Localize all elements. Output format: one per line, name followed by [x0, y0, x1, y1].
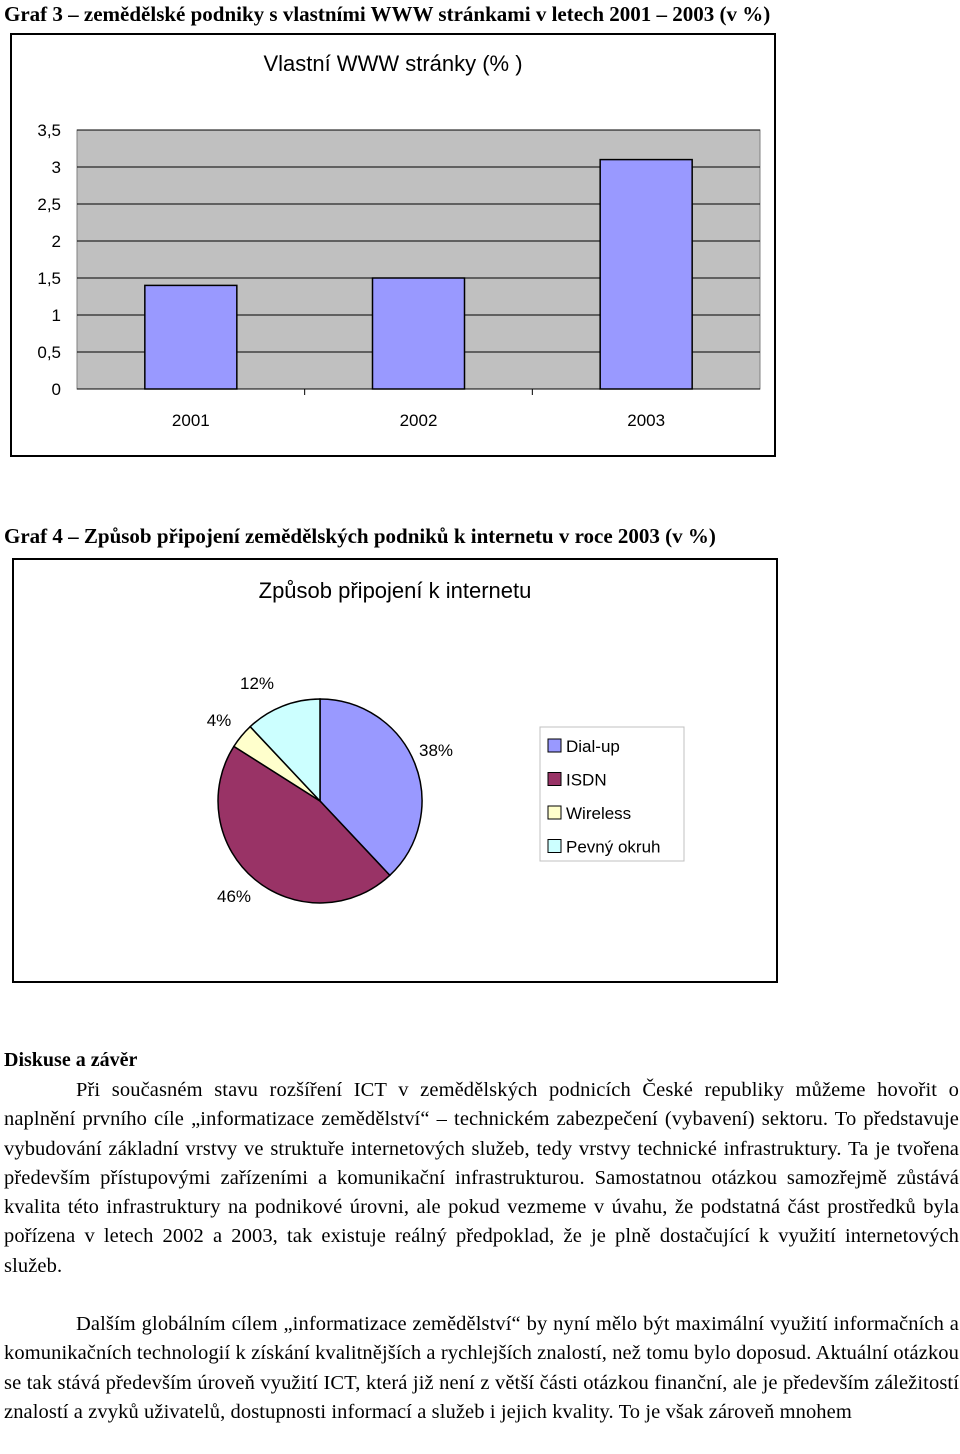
bar-chart-frame: [10, 33, 776, 457]
figure3-caption: Graf 3 – zemědělské podniky s vlastními WWW stránkami v letech 2001 – 2003 (v %): [4, 2, 771, 26]
y-tick-label: 2,5: [37, 195, 61, 214]
x-tick-label: 2002: [399, 411, 438, 430]
legend-label: Pevný okruh: [566, 837, 661, 857]
pie-data-label: 46%: [216, 887, 252, 906]
y-tick-label: 0,5: [37, 343, 61, 362]
legend-label: ISDN: [566, 770, 607, 790]
legend-label: Dial-up: [566, 737, 620, 756]
paragraph-1: Při současném stavu rozšíření ICT v zemědělských podnicích České republiky můžeme hovořit o naplnění prvního cíle „informatizace zemědělství“ – technickém zabezpečení (vybavení) sektoru. To představuje vybudování základní vrstvy ve struktuře internetových služeb, tedy vrstvy technické infrastruktury. Ta je tvořena především přístupovými zařízeními a komunikační infrastrukturou. Samostatnou otázkou samozřejmě zůstává kvalita této infrastruktury na podnikové úrovni, ale pokud vezmeme v úvahu, že podstatná část prostředků byla pořízena v letech 2002 a 2003, tak existuje reálný předpoklad, že je plně dostačující k využití internetových služeb.: [4, 1079, 959, 1277]
paragraph-2: Dalším globálním cílem „informatizace zemědělství“ by nyní mělo být maximální využití informačních a komunikačních technologií k získání kvalitnějších a rychlejších znalostí, než tomu bylo doposud. Aktuální otázkou se tak stává především úroveň využití ICT, která již není z větší části otázkou finanční, ale je především záležitostí znalostí a zvyků uživatelů, dostupnosti informací a služeb i jejich kvality. To je však zároveň mnohem: [4, 1313, 959, 1423]
bar-chart-title: Vlastní WWW stránky (% ): [263, 51, 523, 76]
bar: [373, 278, 465, 389]
legend-label: Wireless: [566, 804, 632, 823]
bar: [600, 160, 692, 389]
bar: [145, 285, 237, 389]
legend-swatch: [548, 773, 561, 786]
y-tick-label: 1: [51, 306, 61, 325]
y-tick-label: 2: [51, 232, 61, 251]
x-tick-label: 2003: [627, 411, 666, 430]
y-tick-label: 3,5: [37, 121, 61, 140]
x-tick-label: 2001: [171, 411, 210, 430]
bar-chart: [12, 35, 774, 455]
pie-chart-frame: [12, 558, 778, 983]
section-heading: Diskuse a závěr: [4, 1049, 138, 1071]
pie-data-label: 12%: [239, 674, 275, 693]
pie-data-label: 4%: [206, 711, 232, 730]
legend-swatch: [548, 806, 561, 819]
y-tick-label: 1,5: [37, 269, 61, 288]
figure4-caption: Graf 4 – Způsob připojení zemědělských podniků k internetu v roce 2003 (v %): [4, 524, 716, 548]
legend-swatch: [548, 840, 561, 853]
y-tick-label: 3: [51, 158, 61, 177]
pie-data-label: 38%: [418, 741, 454, 760]
pie-chart: [14, 560, 776, 981]
legend-swatch: [548, 739, 561, 752]
pie-chart-title: Způsob připojení k internetu: [258, 578, 532, 603]
y-tick-label: 0: [51, 380, 61, 399]
